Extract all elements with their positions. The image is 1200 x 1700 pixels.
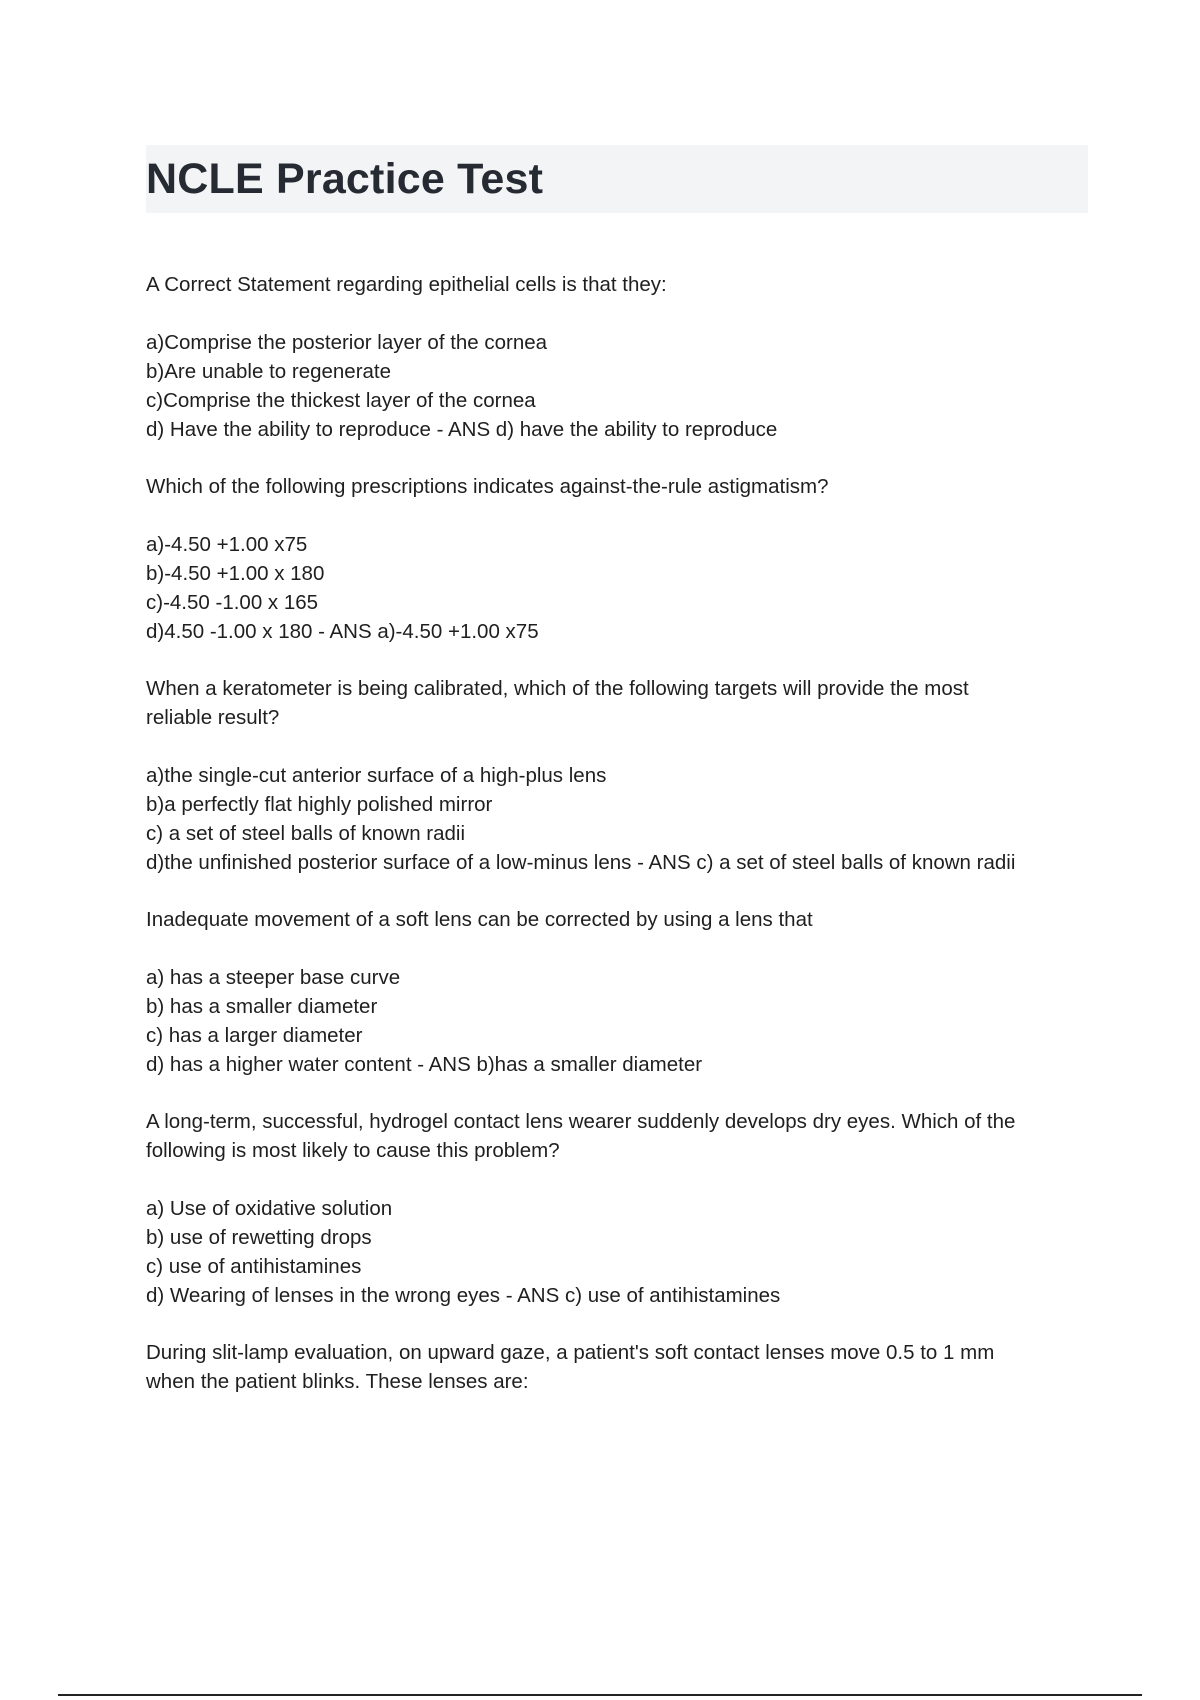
option-a: a)-4.50 +1.00 x75 <box>146 533 308 556</box>
option-c: c)Comprise the thickest layer of the cornea <box>146 389 536 412</box>
option-b: b)Are unable to regenerate <box>146 360 392 383</box>
option-a: a) Use of oxidative solution <box>146 1197 393 1220</box>
answer-options <box>146 963 1096 1079</box>
stem-line: reliable result? <box>146 706 280 729</box>
page-title: NCLE Practice Test <box>146 155 544 203</box>
question-stem <box>146 1338 1096 1396</box>
question-2 <box>146 472 1096 646</box>
option-d-with-answer: d)4.50 -1.00 x 180 - ANS a)-4.50 +1.00 x75 <box>146 620 539 643</box>
stem-line: when the patient blinks. These lenses are: <box>146 1370 529 1393</box>
question-stem <box>146 905 1096 934</box>
option-a: a)Comprise the posterior layer of the cornea <box>146 331 548 354</box>
stem-line: Which of the following prescriptions indicates against-the-rule astigmatism? <box>146 475 829 498</box>
option-c: c) has a larger diameter <box>146 1024 363 1047</box>
option-b: b)a perfectly flat highly polished mirror <box>146 793 493 816</box>
question-5 <box>146 1107 1096 1310</box>
stem-line: When a keratometer is being calibrated, which of the following targets will provide the most <box>146 677 969 700</box>
option-c: c) use of antihistamines <box>146 1255 362 1278</box>
answer-options <box>146 530 1096 646</box>
question-6 <box>146 1338 1096 1396</box>
question-3 <box>146 674 1096 877</box>
stem-line: During slit-lamp evaluation, on upward gaze, a patient's soft contact lenses move 0.5 to 1 mm <box>146 1341 995 1364</box>
page-bottom-divider <box>58 1694 1142 1696</box>
question-stem <box>146 472 1096 501</box>
option-d-with-answer: d) has a higher water content - ANS b)has a smaller diameter <box>146 1053 703 1076</box>
answer-options <box>146 761 1096 877</box>
option-d-with-answer: d) Wearing of lenses in the wrong eyes - ANS c) use of antihistamines <box>146 1284 781 1307</box>
question-stem <box>146 674 1096 732</box>
option-b: b) use of rewetting drops <box>146 1226 372 1249</box>
question-list <box>146 270 1096 1425</box>
question-4 <box>146 905 1096 1079</box>
option-b: b) has a smaller diameter <box>146 995 378 1018</box>
stem-line: A long-term, successful, hydrogel contact lens wearer suddenly develops dry eyes. Which of the <box>146 1110 1016 1133</box>
question-stem <box>146 1107 1096 1165</box>
question-stem <box>146 270 1096 299</box>
answer-options <box>146 328 1096 444</box>
option-a: a) has a steeper base curve <box>146 966 401 989</box>
option-a: a)the single-cut anterior surface of a high-plus lens <box>146 764 607 787</box>
option-b: b)-4.50 +1.00 x 180 <box>146 562 325 585</box>
option-c: c)-4.50 -1.00 x 165 <box>146 591 319 614</box>
stem-line: A Correct Statement regarding epithelial cells is that they: <box>146 273 667 296</box>
stem-line: Inadequate movement of a soft lens can be corrected by using a lens that <box>146 908 813 931</box>
stem-line: following is most likely to cause this problem? <box>146 1139 560 1162</box>
answer-options <box>146 1194 1096 1310</box>
option-c: c) a set of steel balls of known radii <box>146 822 466 845</box>
option-d-with-answer: d) Have the ability to reproduce - ANS d) have the ability to reproduce <box>146 418 778 441</box>
title-banner <box>146 145 1088 213</box>
question-1 <box>146 270 1096 444</box>
option-d-with-answer: d)the unfinished posterior surface of a low-minus lens - ANS c) a set of steel balls of known radii <box>146 851 1016 874</box>
